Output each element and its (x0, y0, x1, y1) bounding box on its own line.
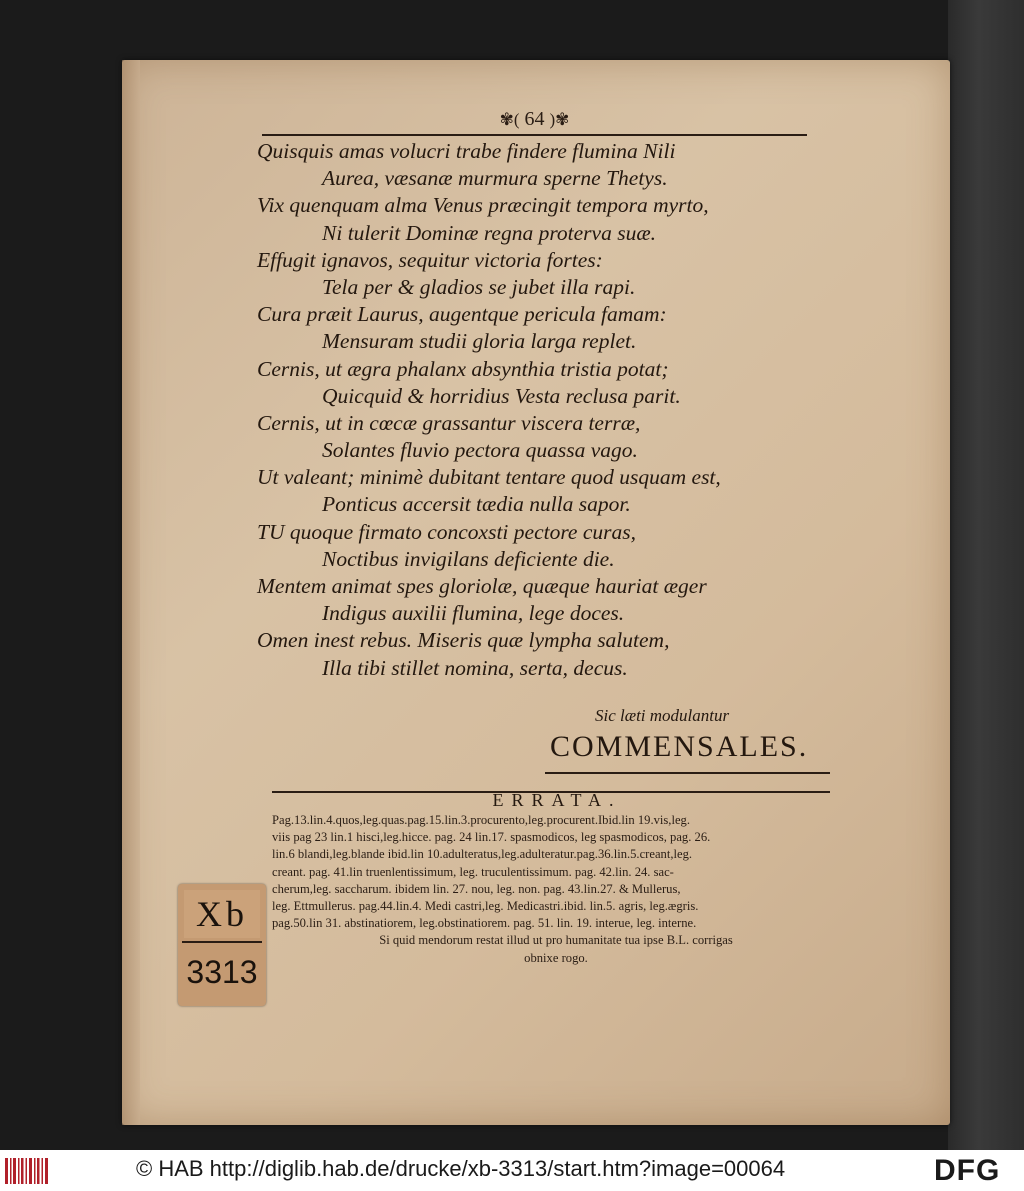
errata-line: lin.6 blandi,leg.blande ibid.lin 10.adulteratus,leg.adulteratur.pag.36.lin.5.creant,leg. (272, 847, 693, 862)
commensales-heading: COMMENSALES. (550, 730, 809, 763)
scanner-background-strip (948, 0, 1024, 1150)
page-number: 64 (524, 108, 545, 130)
commensales-rule (545, 772, 830, 774)
poem-line: Ponticus accersit tædia nulla sapor. (322, 492, 631, 517)
poem-line: Cura præit Laurus, augentque pericula famam: (257, 302, 667, 327)
poem-line: Ut valeant; minimè dubitant tentare quod usquam est, (257, 465, 721, 490)
ornament-right-icon: )✾ (549, 110, 570, 129)
poem-line: Quisquis amas volucri trabe findere flumina Nili (257, 139, 676, 163)
poem-line: Mentem animat spes gloriolæ, quæque hauriat æger (257, 574, 707, 598)
errata-line: creant. pag. 41.lin truenlentissimum, leg. truculentissimum. pag. 42.lin. 24. sac- (272, 864, 674, 879)
shelfmark-divider (182, 941, 262, 943)
shelfmark-label (178, 884, 266, 1006)
shelfmark-bottom: 3313 (186, 954, 258, 990)
poem-line: Effugit ignavos, sequitur victoria fortes: (257, 247, 603, 272)
page-edge (122, 60, 140, 1125)
poem-line: Cernis, ut in cœcæ grassantur viscera terræ, (257, 410, 641, 435)
errata-line: pag.50.lin 31. abstinatiorem, leg.obstinatiorem. pag. 51. lin. 19. interue, leg. interne. (272, 916, 697, 931)
poem-line: Solantes fluvio pectora quassa vago. (322, 438, 638, 463)
signoff-text: Sic læti modulantur (595, 706, 730, 725)
poem-line: Cernis, ut ægra phalanx absynthia tristia potat; (257, 356, 669, 381)
copyright-url-link[interactable]: © HAB http://diglib.hab.de/drucke/xb-3313/start.htm?image=00064 (136, 1156, 786, 1181)
errata-line: Si quid mendorum restat illud ut pro humanitate tua ipse B.L. corrigas (379, 933, 733, 948)
errata-line: cherum,leg. saccharum. ibidem lin. 27. nou, leg. non. pag. 43.lin.27. & Mullerus, (272, 881, 681, 896)
ornament-left-icon: ✾( (499, 110, 520, 129)
poem-line: Noctibus invigilans deficiente die. (322, 546, 615, 571)
poem-line: Aurea, væsanæ murmura sperne Thetys. (322, 166, 668, 191)
poem-line: Tela per & gladios se jubet illa rapi. (322, 274, 636, 299)
poem-line: TU quoque firmato concoxsti pectore curas, (257, 519, 636, 544)
header-rule (262, 134, 807, 136)
poem-body (257, 138, 817, 682)
poem-line: Ni tulerit Dominæ regna proterva suæ. (322, 220, 657, 245)
poem-line: Mensuram studii gloria larga replet. (322, 329, 637, 354)
errata-line: Pag.13.lin.4.quos,leg.quas.pag.15.lin.3.procurento,leg.procurent.Ibid.lin 19.vis,leg. (272, 813, 690, 827)
errata-body (272, 812, 840, 967)
dfg-logo: DFG (934, 1154, 1001, 1187)
shelfmark-top: Xb (184, 890, 260, 938)
poem-line: Quicquid & horridius Vesta reclusa parit. (322, 383, 681, 408)
poem-line: Illa tibi stillet nomina, serta, decus. (322, 655, 628, 680)
errata-line: obnixe rogo. (524, 950, 588, 965)
footer-bar (0, 1150, 1024, 1191)
poem-line: Omen inest rebus. Miseris quæ lympha salutem, (257, 628, 670, 653)
barcode-icon (4, 1156, 50, 1186)
poem-line: Vix quenquam alma Venus præcingit tempora myrto, (257, 193, 709, 218)
errata-line: leg. Ettmullerus. pag.44.lin.4. Medi castri,leg. Medicastri.ibid. lin.5. agris, leg.ægris. (272, 899, 699, 914)
poem-line: Indigus auxilii flumina, lege doces. (322, 601, 625, 626)
errata-title: ERRATA. (492, 790, 622, 810)
errata-line: viis pag 23 lin.1 hisci,leg.hicce. pag. 24 lin.17. spasmodicos, leg spasmodicos, pag. 26. (272, 830, 711, 845)
